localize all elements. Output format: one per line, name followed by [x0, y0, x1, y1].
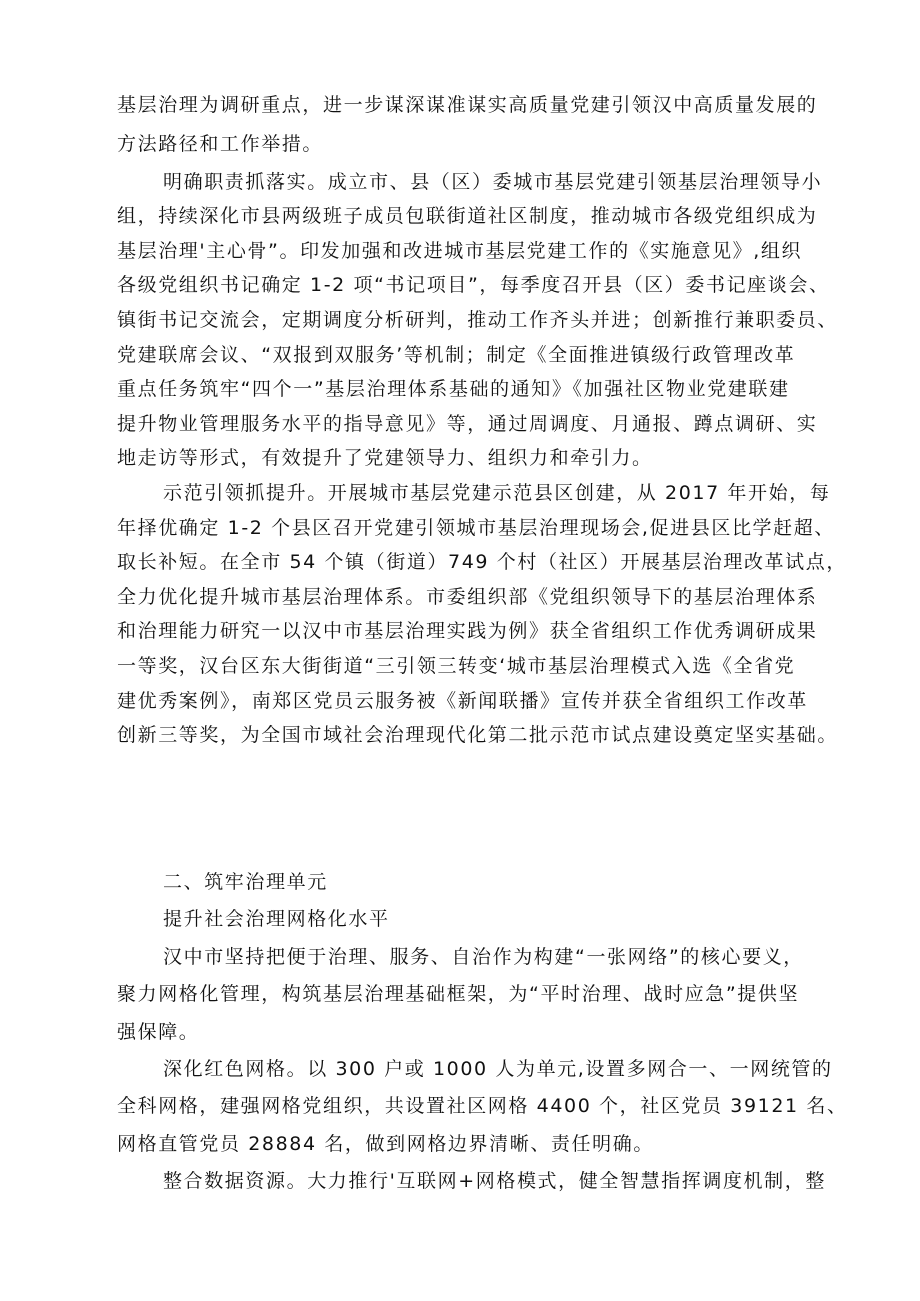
text-line: 提升物业管理服务水平的指导意见》等，通过周调度、月通报、蹲点调研、实: [117, 412, 818, 435]
text-line: 方法路径和工作举措。: [117, 132, 324, 155]
text-line: 建优秀案例》，南郑区党员云服务被《新闻联播》宣传并获全省组织工作改革: [117, 689, 808, 712]
text-line: 取长补短。在全市 54 个镇（街道）749 个村（社区）开展基层治理改革试点，: [117, 551, 847, 574]
text-line: 全力优化提升城市基层治理体系。市委组织部《党组织领导下的基层治理体系: [117, 585, 818, 608]
paragraph-first-line: 明确职责抓落实。成立市、县（区）委城市基层党建引领基层治理领导小: [163, 170, 823, 193]
document-body-section2: [117, 864, 848, 1201]
text-line: 党建联席会议、“双报到双服务’等机制；制定《全面推进镇级行政管理改革: [117, 343, 796, 366]
text-line: 全科网格，建强网格党组织，共设置社区网格 4400 个，社区党员 39121 名、: [117, 1095, 848, 1118]
paragraph-first-line: 深化红色网格。以 300 户或 1000 人为单元,设置多网合一、一网统管的: [163, 1057, 833, 1080]
text-line: 创新三等奖，为全国市域社会治理现代化第二批示范市试点建设奠定坚实基础。: [117, 724, 839, 747]
section-subheading: 提升社会治理网格化水平: [163, 908, 390, 931]
text-line: 网格直管党员 28884 名，做到网格边界清晰、责任明确。: [117, 1132, 654, 1155]
paragraph-first-line: 整合数据资源。大力推行'互联网+网格模式，健全智慧指挥调度机制，整: [163, 1170, 826, 1193]
document-body-part1: [117, 88, 847, 753]
text-line: 一等奖，汉台区东大街街道“三引领三转变‘城市基层治理模式入选《全省党: [117, 654, 796, 677]
paragraph-first-line: 汉中市坚持把便于治理、服务、自治作为构建“一张网络”的核心要义，: [163, 945, 804, 968]
text-line: 基层治理'主心骨”。印发加强和改进城市基层党建工作的《实施意见》,组织: [117, 239, 803, 262]
text-line: 基层治理为调研重点，进一步谋深谋准谋实高质量党建引领汉中高质量发展的: [117, 94, 818, 116]
text-line: 重点任务筑牢“四个一”基层治理体系基础的通知》《加强社区物业党建联建: [117, 378, 790, 401]
text-line: 各级党组织书记确定 1-2 项“书记项目”，每季度召开县（区）委书记座谈会、: [117, 274, 830, 297]
text-line: 地走访等形式，有效提升了党建领导力、组织力和牵引力。: [117, 447, 653, 470]
text-line: 镇街书记交流会，定期调度分析研判，推动工作齐头并进；创新推行兼职委员、: [117, 308, 839, 331]
paragraph-first-line: 示范引领抓提升。开展城市基层党建示范县区创建，从 2017 年开始，每: [163, 481, 831, 504]
text-line: 年择优确定 1-2 个县区召开党建引领城市基层治理现场会,促进县区比学赶超、: [117, 516, 835, 539]
text-line: 强保障。: [117, 1020, 200, 1043]
text-line: 聚力网格化管理，构筑基层治理基础框架，为“平时治理、战时应急”提供坚: [117, 983, 800, 1006]
text-line: 和治理能力研究一以汉中市基层治理实践为例》获全省组织工作优秀调研成果: [117, 620, 818, 643]
text-line: 组，持续深化市县两级班子成员包联街道社区制度，推动城市各级党组织成为: [117, 205, 818, 228]
section-heading: 二、筑牢治理单元: [163, 871, 328, 893]
